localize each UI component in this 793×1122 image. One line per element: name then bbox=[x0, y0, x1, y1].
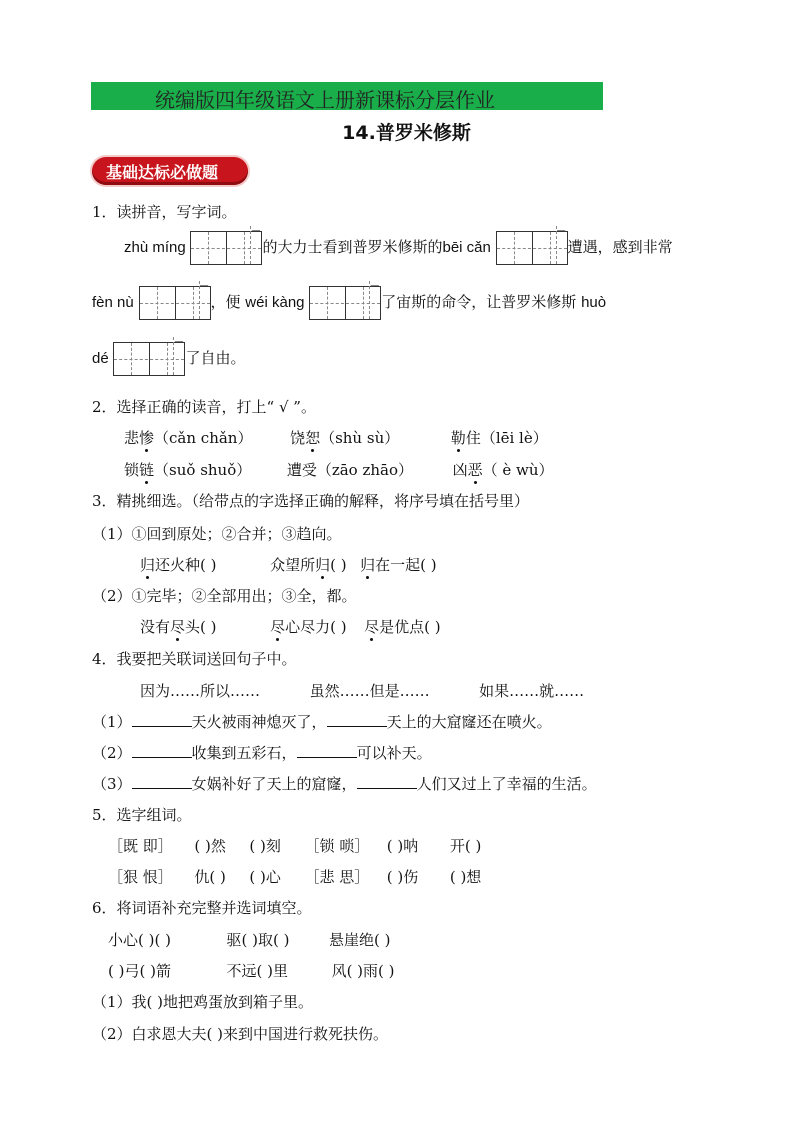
pinyin: dé bbox=[92, 350, 109, 367]
dotted-char: 恕 bbox=[305, 429, 321, 447]
pinyin: huò bbox=[581, 294, 607, 311]
dotted-char: 尽 bbox=[270, 618, 286, 636]
word-blank[interactable]: 仇( ) bbox=[194, 868, 226, 886]
option-pair[interactable]: （cǎn chǎn） bbox=[154, 429, 253, 447]
option-pair[interactable]: （suǒ shuǒ） bbox=[154, 461, 252, 479]
char-options: ［既 即］ bbox=[108, 837, 173, 855]
section-tag-text: 基础达标必做题 bbox=[106, 163, 219, 182]
q4-item-1 bbox=[92, 711, 552, 732]
idiom-blank[interactable]: 风( )雨( ) bbox=[331, 962, 395, 980]
q3-s2-items bbox=[140, 616, 441, 637]
q6-row1 bbox=[108, 929, 391, 950]
q5-title: 5．选字组词。 bbox=[92, 806, 192, 824]
char: 凶 bbox=[452, 461, 468, 479]
option-pair[interactable]: 遭受（zāo zhāo） bbox=[286, 461, 413, 479]
q1-text: 了宙斯的命令，让普罗米修斯 bbox=[381, 293, 577, 311]
answer-blank[interactable] bbox=[327, 712, 387, 727]
answer-paren[interactable]: 是优点( ) bbox=[379, 618, 441, 636]
answer-paren[interactable]: 心尽力( ) bbox=[285, 618, 347, 636]
header-banner bbox=[91, 82, 603, 110]
q5-row1 bbox=[108, 835, 481, 856]
q4-word-bank bbox=[140, 680, 584, 701]
conjunction: 如果……就…… bbox=[479, 682, 585, 700]
option-pair[interactable]: （shù sù） bbox=[320, 429, 400, 447]
q1-text: ，便 bbox=[210, 293, 241, 311]
q6-title: 6．将词语补充完整并选词填空。 bbox=[92, 899, 312, 917]
sentence-part: 可以补天。 bbox=[356, 744, 432, 762]
q6-sentence-1[interactable]: （1）我( )地把鸡蛋放到箱子里。 bbox=[92, 993, 314, 1011]
option-pair[interactable]: （ è wù） bbox=[482, 461, 554, 479]
q2-row1 bbox=[124, 427, 548, 448]
q1-line3 bbox=[92, 337, 246, 376]
word-blank[interactable]: ( )然 bbox=[194, 837, 226, 855]
word-blank[interactable]: ( )想 bbox=[449, 868, 482, 886]
q3-s1-def: （1）①回到原处；②合并；③趋向。 bbox=[92, 525, 342, 543]
answer-paren[interactable]: ( ) bbox=[330, 556, 347, 574]
dotted-char: 链 bbox=[139, 461, 155, 479]
answer-blank[interactable] bbox=[132, 712, 192, 727]
phrase: 众望所 bbox=[270, 556, 316, 574]
q1-title: 1．读拼音，写字词。 bbox=[92, 203, 237, 221]
answer-blank[interactable] bbox=[132, 774, 192, 789]
dotted-char: 恶 bbox=[467, 461, 483, 479]
item-number: （3） bbox=[92, 775, 132, 793]
answer-blank[interactable] bbox=[357, 774, 417, 789]
section-tag bbox=[92, 157, 248, 185]
word-blank[interactable]: ( )伤 bbox=[386, 868, 419, 886]
phrase: 没有 bbox=[140, 618, 171, 636]
pinyin: fèn nù bbox=[92, 294, 134, 311]
dotted-char: 归 bbox=[360, 556, 376, 574]
q1-text: 遭遇，感到非常 bbox=[567, 238, 673, 256]
writing-grid[interactable]: — bbox=[190, 231, 262, 265]
sentence-part: 天上的大窟窿还在喷火。 bbox=[386, 713, 552, 731]
idiom-blank[interactable]: 小心( )( ) bbox=[108, 931, 171, 949]
q1-line1 bbox=[124, 226, 673, 265]
q1-text: 了自由。 bbox=[185, 349, 246, 367]
q6-row2 bbox=[108, 960, 395, 981]
q3-s1-items bbox=[140, 554, 437, 575]
q2-title: 2．选择正确的读音，打上“ √ ”。 bbox=[92, 398, 316, 416]
word-blank[interactable]: ( )刻 bbox=[249, 837, 281, 855]
char-options: ［悲 思］ bbox=[304, 868, 370, 886]
idiom-blank[interactable]: 驱( )取( ) bbox=[226, 931, 290, 949]
conjunction: 虽然……但是…… bbox=[309, 682, 430, 700]
idiom-blank[interactable]: ( )弓( )箭 bbox=[108, 962, 171, 980]
option-pair[interactable]: 住（lēi lè） bbox=[465, 429, 548, 447]
word-blank[interactable]: ( )心 bbox=[249, 868, 281, 886]
answer-paren[interactable]: 还火种( ) bbox=[155, 556, 217, 574]
answer-blank[interactable] bbox=[132, 743, 192, 758]
q1-line2 bbox=[92, 281, 607, 320]
writing-grid[interactable]: — bbox=[139, 286, 211, 320]
dotted-char: 尽 bbox=[170, 618, 186, 636]
writing-grid[interactable]: — bbox=[113, 342, 185, 376]
dotted-char: 归 bbox=[140, 556, 156, 574]
conjunction: 因为……所以…… bbox=[140, 682, 261, 700]
q4-item-3 bbox=[92, 773, 597, 794]
dotted-char: 勒 bbox=[450, 429, 466, 447]
answer-paren[interactable]: 头( ) bbox=[185, 618, 217, 636]
q5-row2 bbox=[108, 866, 481, 887]
q3-title: 3．精挑细选。（给带点的字选择正确的解释，将序号填在括号里） bbox=[92, 492, 530, 510]
pinyin: bēi cǎn bbox=[442, 239, 491, 256]
idiom-blank[interactable]: 悬崖绝( ) bbox=[329, 931, 391, 949]
q4-item-2 bbox=[92, 742, 432, 763]
sentence-part: 收集到五彩石， bbox=[191, 744, 297, 762]
char-options: ［狠 恨］ bbox=[108, 868, 173, 886]
char: 饶 bbox=[290, 429, 306, 447]
banner-text: 统编版四年级语文上册新课标分层作业 bbox=[155, 88, 495, 112]
lesson-title: 14.普罗米修斯 bbox=[342, 122, 471, 144]
sentence-part: 人们又过上了幸福的生活。 bbox=[416, 775, 597, 793]
writing-grid[interactable]: — bbox=[496, 231, 568, 265]
char: 锁 bbox=[124, 461, 140, 479]
idiom-blank[interactable]: 不远( )里 bbox=[226, 962, 288, 980]
dotted-char: 归 bbox=[315, 556, 331, 574]
q3-s2-def: （2）①完毕；②全部用出；③全，都。 bbox=[92, 587, 357, 605]
dotted-char: 尽 bbox=[364, 618, 380, 636]
item-number: （2） bbox=[92, 744, 132, 762]
answer-blank[interactable] bbox=[297, 743, 357, 758]
item-number: （1） bbox=[92, 713, 132, 731]
q6-sentence-2[interactable]: （2）白求恩大夫( )来到中国进行救死扶伤。 bbox=[92, 1025, 389, 1043]
sentence-part: 天火被雨神熄灭了， bbox=[191, 713, 327, 731]
pinyin: zhù míng bbox=[124, 239, 186, 256]
sentence-part: 女娲补好了天上的窟窿， bbox=[191, 775, 357, 793]
pinyin: wéi kàng bbox=[245, 294, 305, 311]
char: 悲 bbox=[124, 429, 140, 447]
writing-grid[interactable]: — bbox=[309, 286, 381, 320]
q4-title: 4．我要把关联词送回句子中。 bbox=[92, 650, 297, 668]
word-blank[interactable]: ( )呐 bbox=[386, 837, 419, 855]
char-options: ［锁 唢］ bbox=[304, 837, 370, 855]
dotted-char: 惨 bbox=[139, 429, 155, 447]
answer-paren[interactable]: 在一起( ) bbox=[375, 556, 437, 574]
q1-text: 的大力士看到普罗米修斯的 bbox=[262, 238, 443, 256]
word-blank[interactable]: 开( ) bbox=[449, 837, 482, 855]
q2-row2 bbox=[124, 459, 554, 480]
